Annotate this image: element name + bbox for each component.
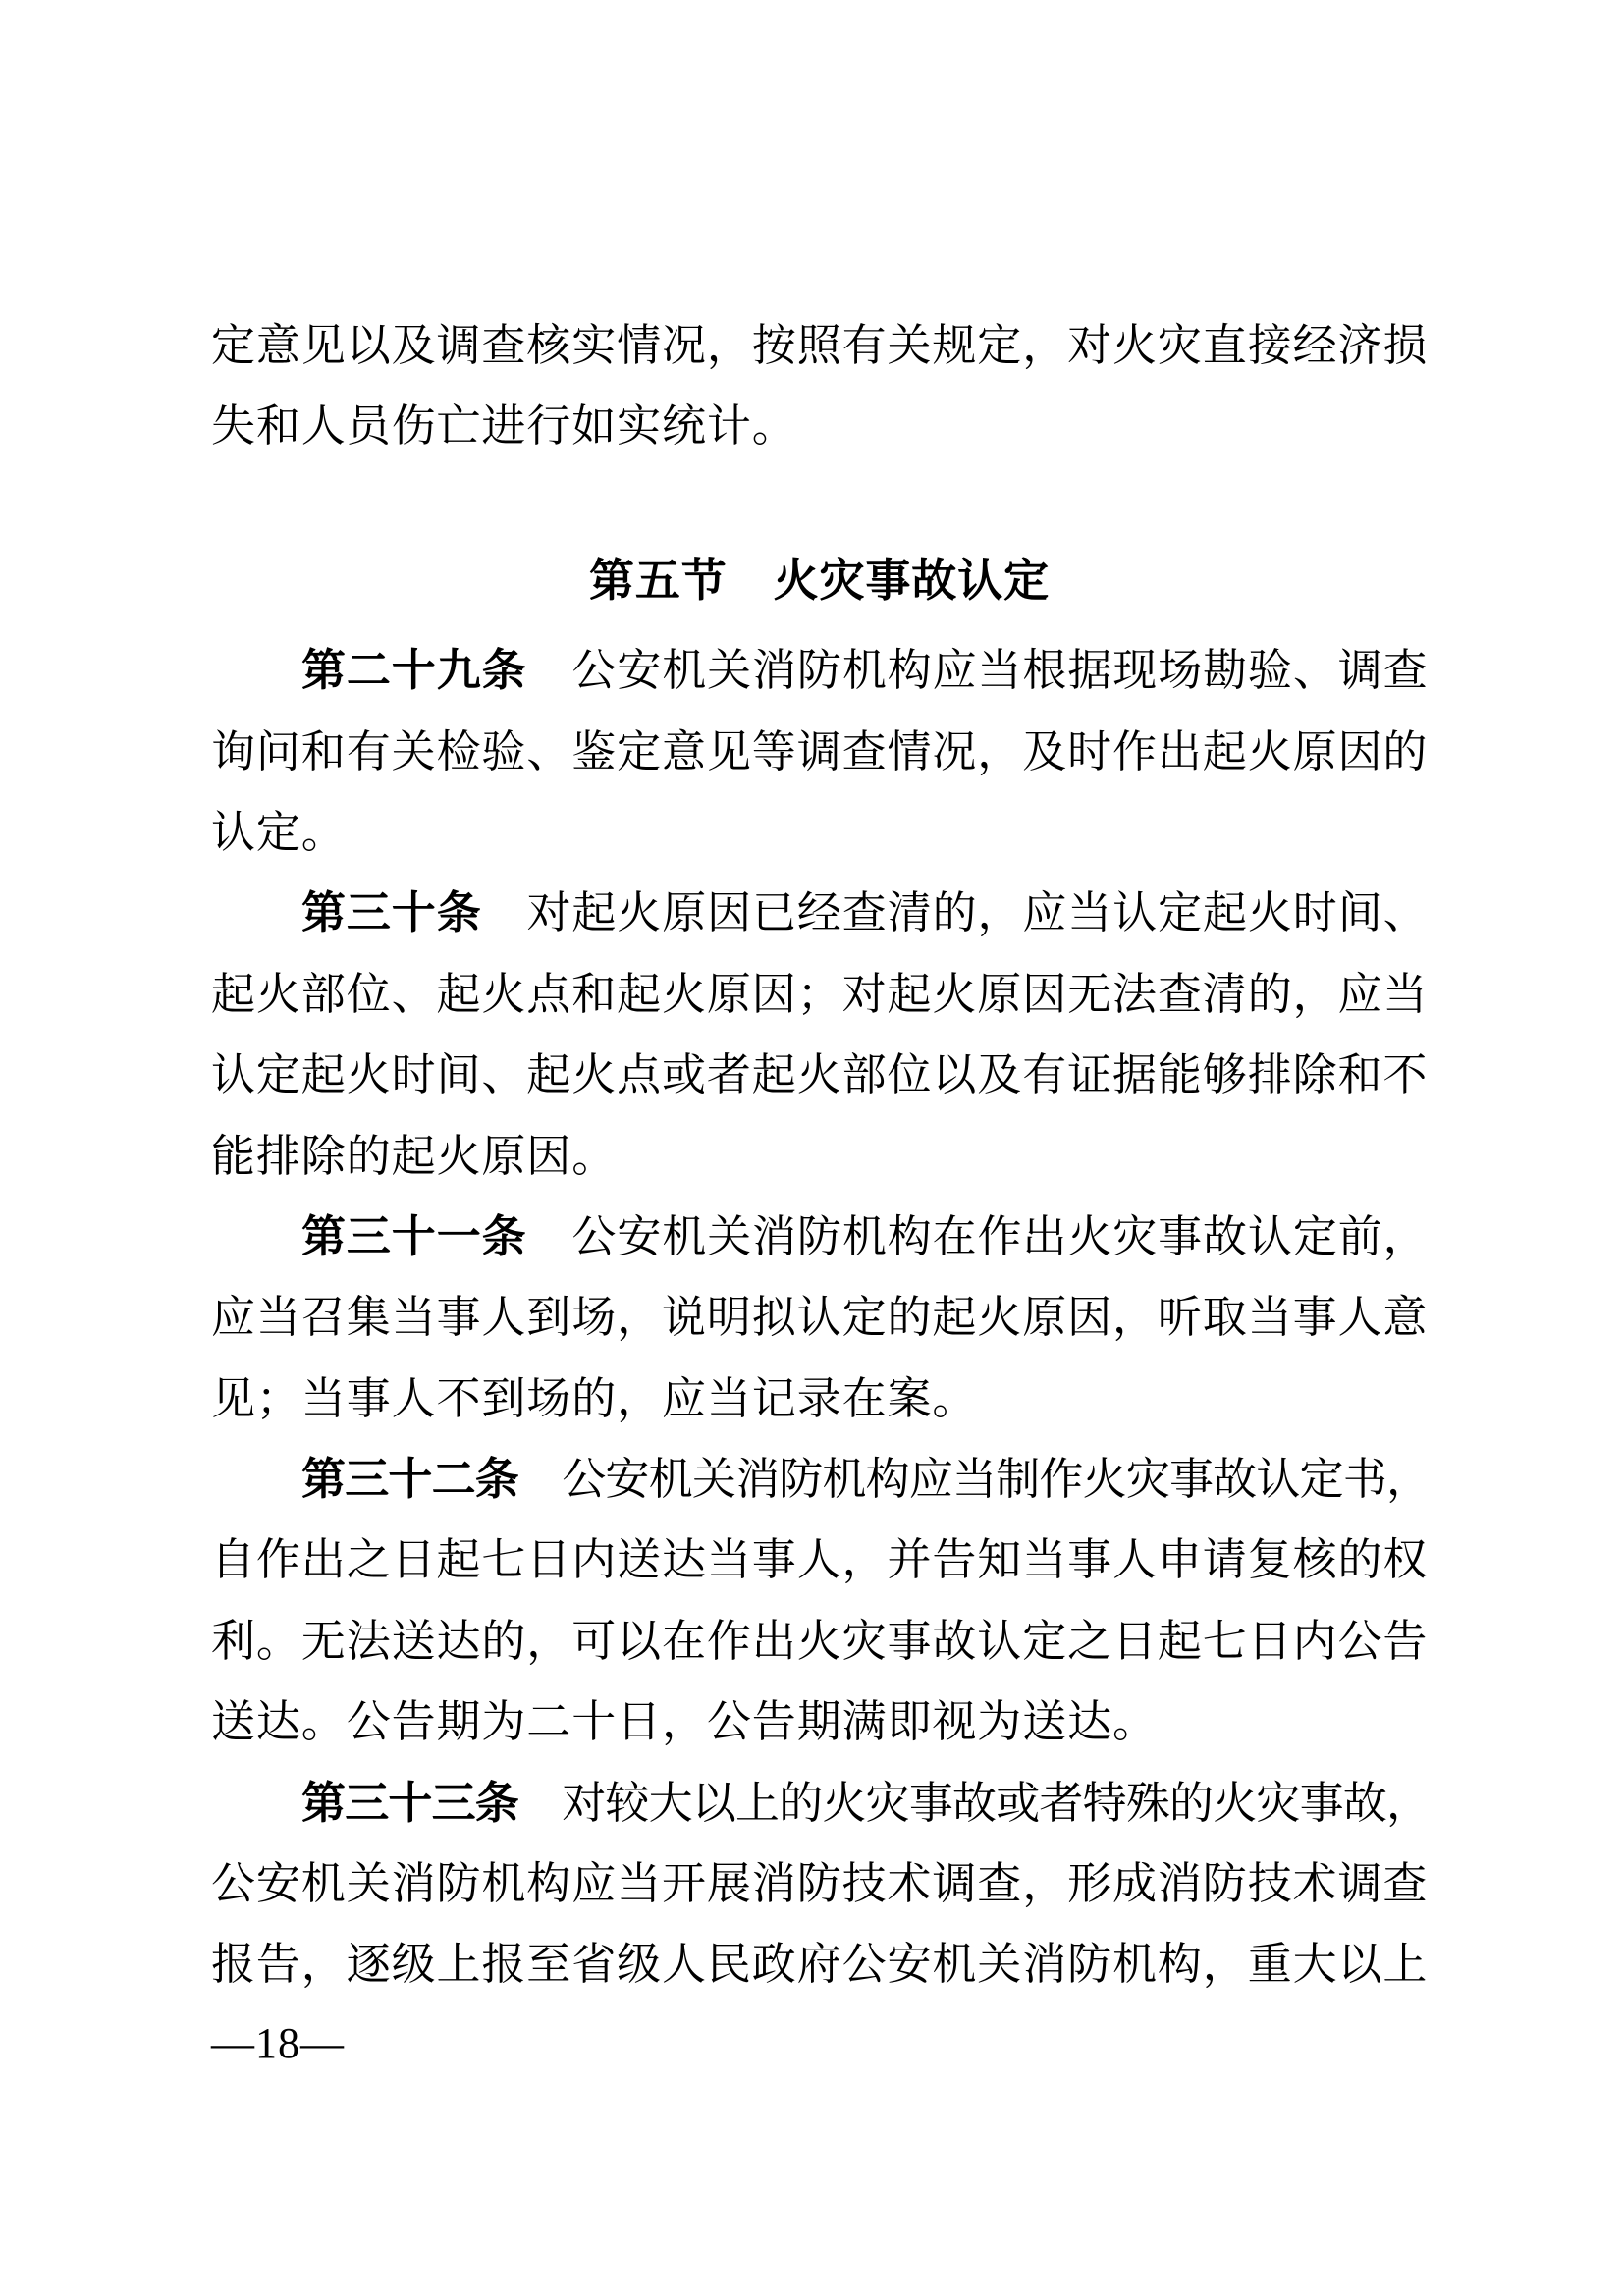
body-line: 认定。	[211, 807, 347, 857]
body-line: 能排除的起火原因。	[211, 1131, 618, 1181]
body-line	[211, 1439, 1431, 1520]
body-line: 询问和有关检验、鉴定意见等调查情况，及时作出起火原因的	[211, 726, 1429, 776]
body-line-text: 公安机关消防机构在作出火灾事故认定前，	[526, 1211, 1429, 1261]
body-line: 送达。公告期为二十日，公告期满即视为送达。	[211, 1697, 1158, 1747]
body-line	[211, 873, 1428, 953]
article-number: 第三十一条	[301, 1210, 527, 1261]
body-line	[211, 1197, 1428, 1277]
heading-spacer	[211, 467, 1428, 540]
body-line: 起火部位、起火点和起火原因；对起火原因无法查清的，应当	[211, 969, 1429, 1019]
article-number: 第二十九条	[301, 645, 527, 696]
body-line: 报告，逐级上报至省级人民政府公安机关消防机构，重大以上	[211, 1940, 1429, 1990]
article-number: 第三十条	[301, 887, 482, 938]
body-line: 失和人员伤亡进行如实统计。	[211, 401, 797, 452]
section-heading: 第五节 火灾事故认定	[589, 554, 1050, 606]
body-line: 公安机关消防机构应当开展消防技术调查，形成消防技术调查	[211, 1859, 1429, 1909]
page-number: —18—	[211, 2019, 345, 2067]
body-line	[211, 1763, 1431, 1843]
body-line: 定意见以及调查核实情况，按照有关规定，对火灾直接经济损	[211, 321, 1429, 370]
body-line-text: 对较大以上的火灾事故或者特殊的火灾事故，	[518, 1778, 1431, 1828]
body-line-text: 公安机关消防机构应当根据现场勘验、调查	[526, 646, 1429, 696]
body-line	[211, 630, 1428, 711]
article-number: 第三十二条	[301, 1454, 519, 1505]
body-line: 利。无法送达的，可以在作出火灾事故认定之日起七日内公告	[211, 1616, 1429, 1666]
body-line-text: 公安机关消防机构应当制作火灾事故认定书，	[518, 1455, 1431, 1505]
article-number: 第三十三条	[301, 1777, 519, 1828]
body-line: 见；当事人不到场的，应当记录在案。	[211, 1373, 978, 1423]
text-block	[211, 305, 1431, 2005]
body-line-text: 对起火原因已经查清的，应当认定起火时间、	[481, 888, 1429, 938]
body-line: 应当召集当事人到场，说明拟认定的起火原因，听取当事人意	[211, 1293, 1429, 1343]
body-line: 认定起火时间、起火点或者起火部位以及有证据能够排除和不	[211, 1050, 1429, 1100]
body-line: 自作出之日起七日内送达当事人，并告知当事人申请复核的权	[211, 1535, 1429, 1585]
